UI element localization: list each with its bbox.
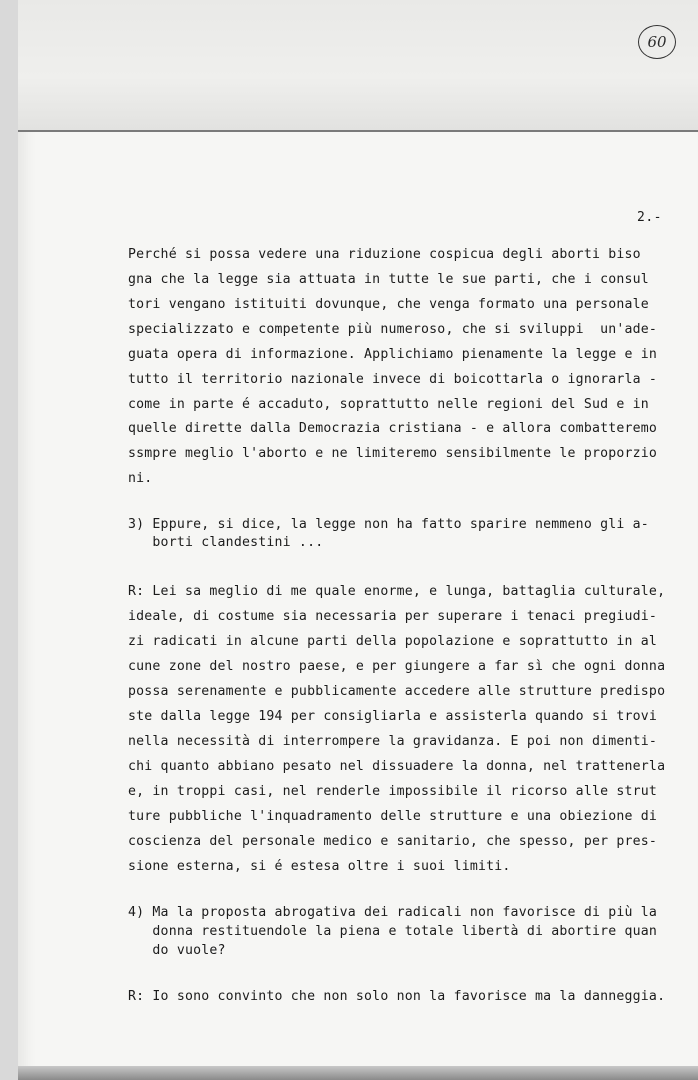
q3-line: borti clandestini ...: [128, 535, 324, 550]
r3-line: sione esterna, si é estesa oltre i suoi limiti.: [128, 859, 511, 874]
p1-line: tutto il territorio nazionale invece di boicottarla o ignorarla -: [128, 372, 658, 387]
r3-line: coscienza del personale medico e sanitario, che spesso, per pres-: [128, 834, 658, 849]
r3-line: cune zone del nostro paese, e per giungere a far sì che ogni donna: [128, 659, 666, 674]
r3-line: zi radicati in alcune parti della popolazione e soprattutto in al: [128, 634, 658, 649]
document-page: [18, 0, 698, 1080]
p1-line: gna che la legge sia attuata in tutte le sue parti, che i consul: [128, 272, 649, 287]
r3-line: ste dalla legge 194 per consigliarla e assisterla quando si trovi: [128, 709, 658, 724]
p1-line: guata opera di informazione. Applichiamo pienamente la legge e in: [128, 347, 658, 362]
header-shadow-band: [18, 0, 698, 130]
p1-line: come in parte é accaduto, soprattutto nelle regioni del Sud e in: [128, 397, 649, 412]
p1-line: ni.: [128, 471, 153, 486]
r3-line: ture pubbliche l'inquadramento delle strutture e una obiezione di: [128, 809, 658, 824]
q4-line: 4) Ma la proposta abrogativa dei radicali non favorisce di più la: [128, 905, 658, 920]
q3-line: 3) Eppure, si dice, la legge non ha fatto sparire nemmeno gli a-: [128, 517, 649, 532]
r3-line: chi quanto abbiano pesato nel dissuadere la donna, nel trattenerla: [128, 759, 666, 774]
q4-line: donna restituendole la piena e totale libertà di abortire quan: [128, 924, 658, 939]
r4-line: R: Io sono convinto che non solo non la favorisce ma la danneggia.: [128, 989, 666, 1004]
r3-line: R: Lei sa meglio di me quale enorme, e lunga, battaglia culturale,: [128, 584, 666, 599]
p1-line: ssmpre meglio l'aborto e ne limiteremo sensibilmente le proporzio: [128, 446, 658, 461]
page-number: 2.-: [637, 210, 662, 225]
p1-line: Perché si possa vedere una riduzione cospicua degli aborti biso: [128, 247, 641, 262]
p1-line: quelle dirette dalla Democrazia cristiana - e allora combatteremo: [128, 421, 658, 436]
r3-line: nella necessità di interrompere la gravidanza. E poi non dimenti-: [128, 734, 658, 749]
page-stamp: 60: [638, 25, 676, 59]
r3-line: e, in troppi casi, nel renderle impossibile il ricorso alle strut: [128, 784, 658, 799]
footer-rule: [18, 1066, 698, 1080]
p1-line: tori vengano istituiti dovunque, che venga formato una personale: [128, 297, 649, 312]
r3-line: ideale, di costume sia necessaria per superare i tenaci pregiudi-: [128, 609, 658, 624]
q4-line: do vuole?: [128, 943, 226, 958]
r3-line: possa serenamente e pubblicamente accedere alle strutture predispo: [128, 684, 666, 699]
header-rule: [18, 130, 698, 132]
p1-line: specializzato e competente più numeroso, che si sviluppi un'ade-: [128, 322, 658, 337]
